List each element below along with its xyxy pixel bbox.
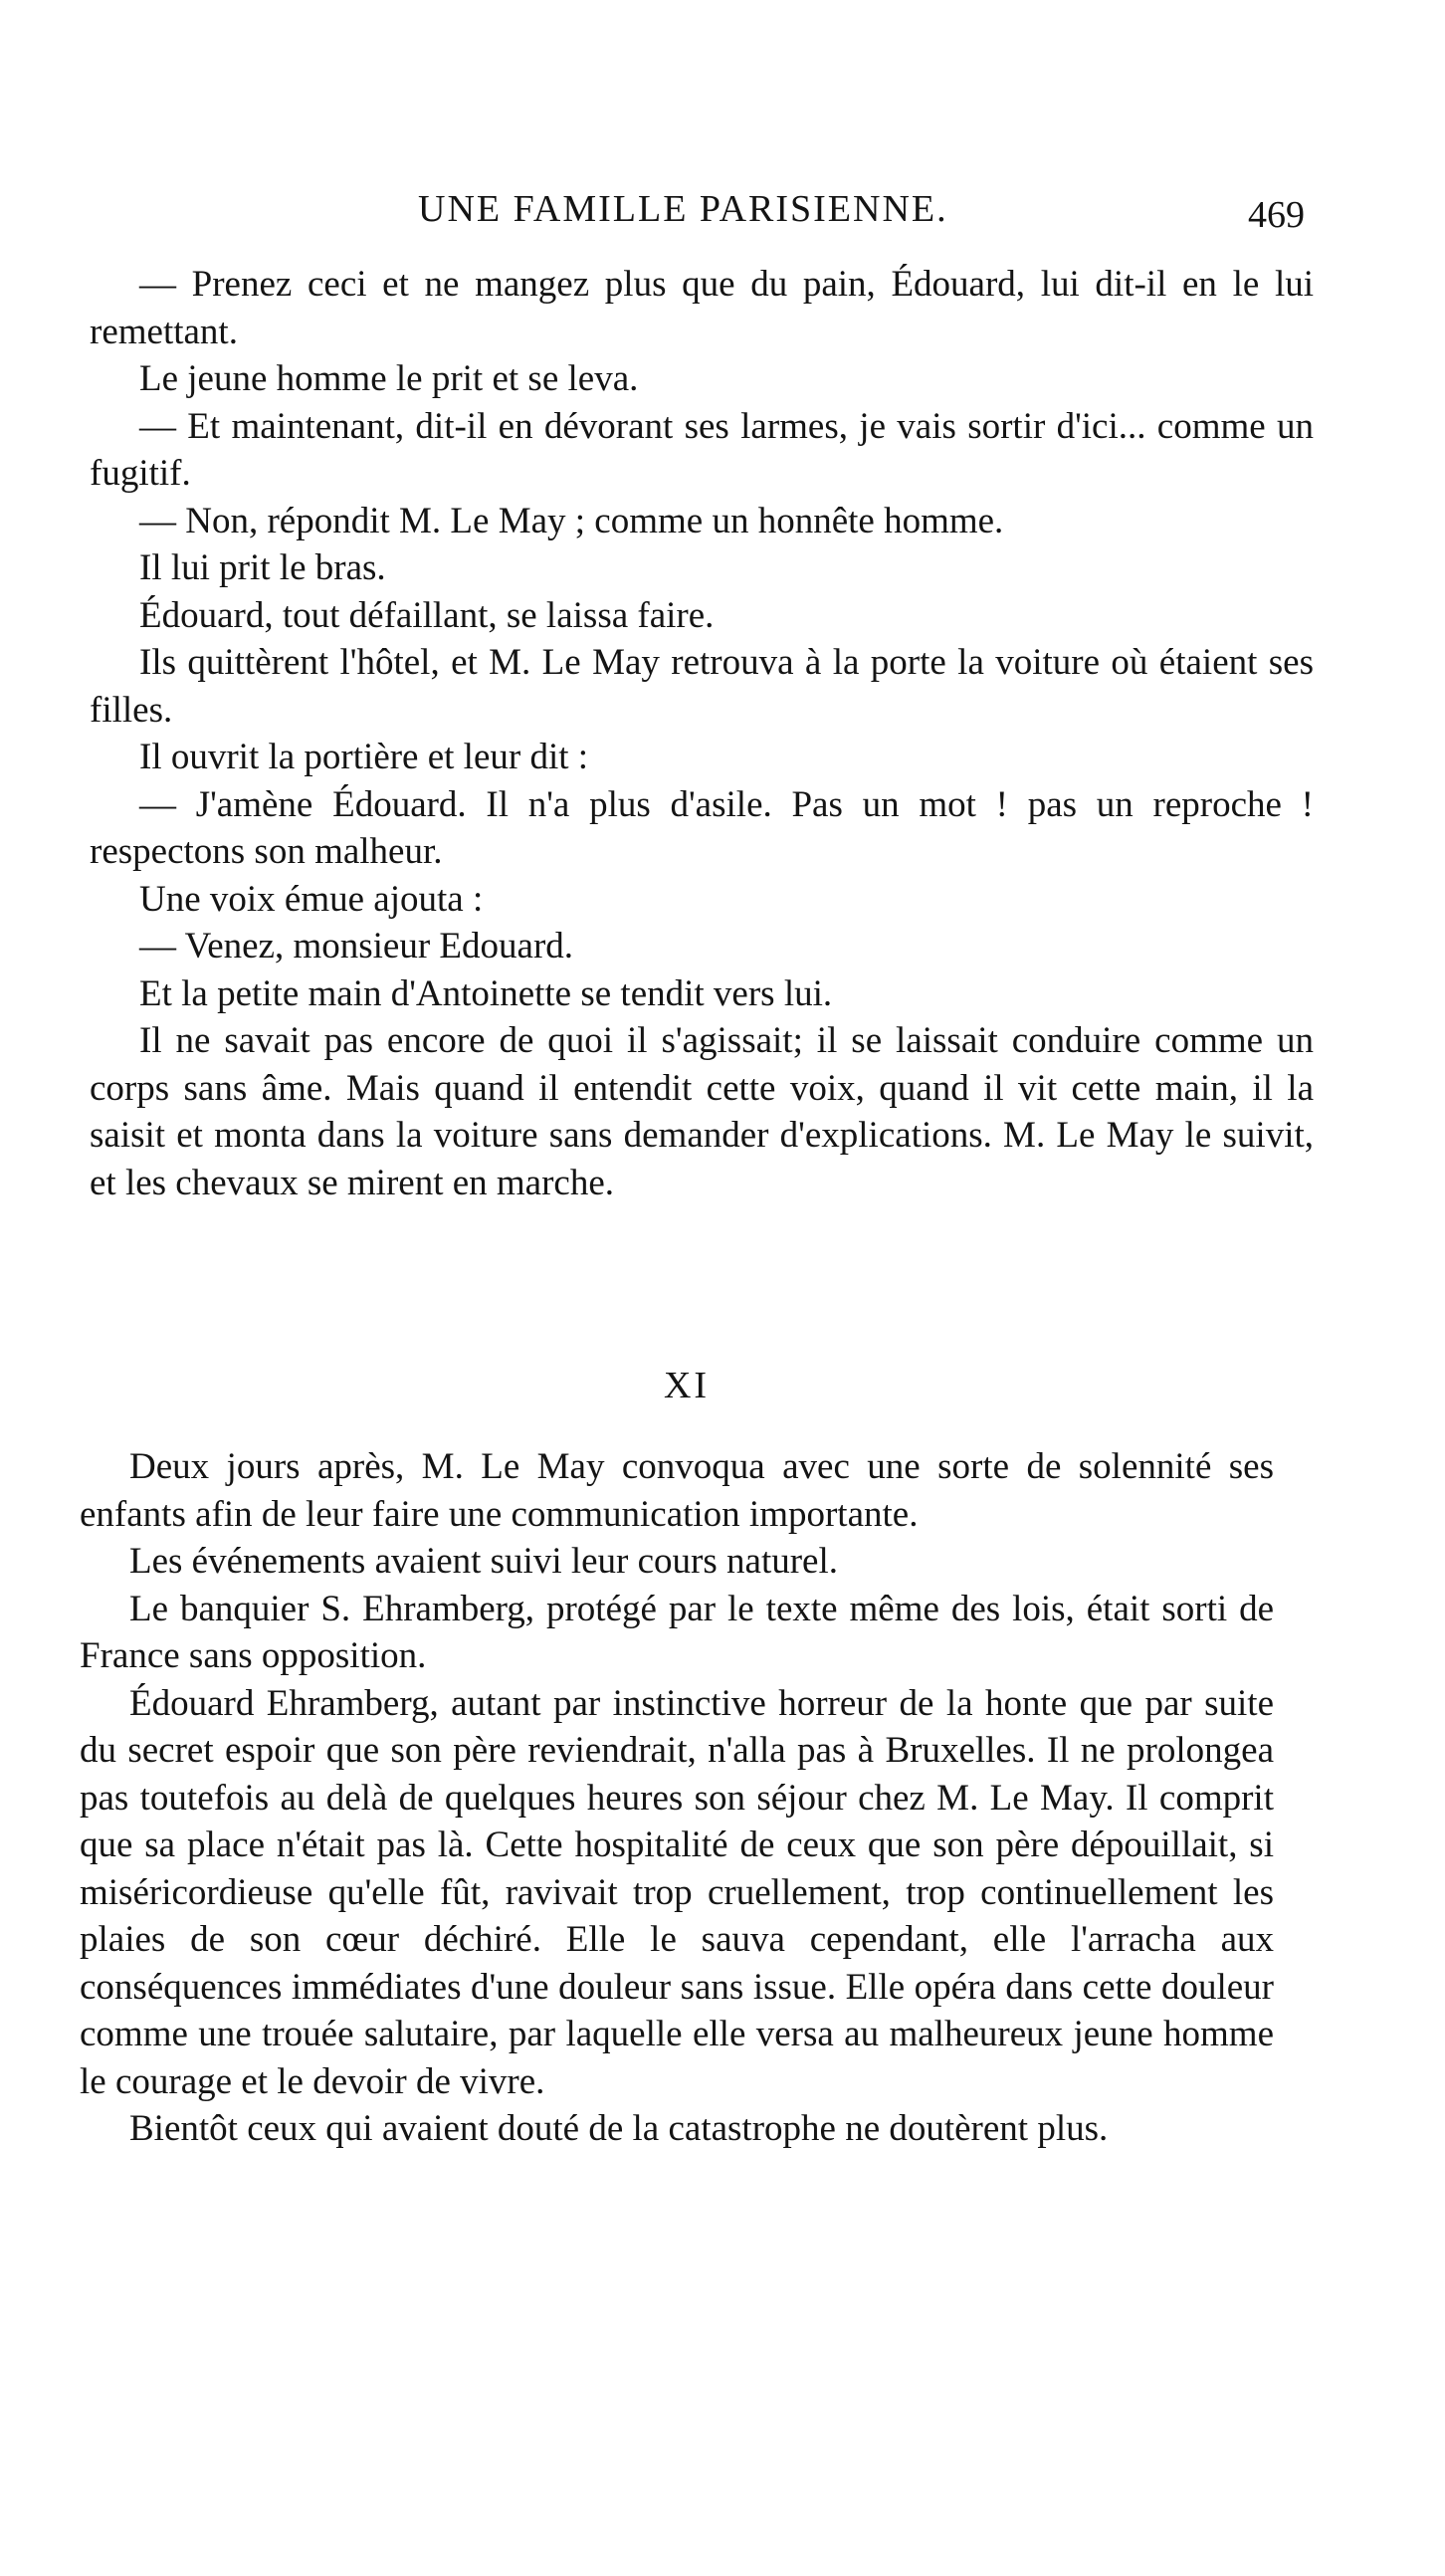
running-head [0, 187, 1445, 247]
paragraph: Deux jours après, M. Le May convoqua avec une sorte de solennité ses enfants afin de leur faire une communication importante. [80, 1446, 1274, 1535]
paragraph: Le jeune homme le prit et se leva. [139, 358, 639, 399]
paragraph: Il lui prit le bras. [139, 547, 386, 588]
text-after-chapter [80, 1443, 1274, 2153]
paragraph: Une voix émue ajouta : [139, 878, 484, 920]
text-before-chapter [90, 261, 1314, 1206]
paragraph: — Venez, monsieur Edouard. [139, 926, 574, 966]
paragraph: Ils quittèrent l'hôtel, et M. Le May retrouva à la porte la voiture où étaient ses filles. [90, 642, 1314, 731]
paragraph: — J'amène Édouard. Il n'a plus d'asile. Pas un mot ! pas un reproche ! respectons son malheur. [90, 783, 1314, 872]
running-title: UNE FAMILLE PARISIENNE. [418, 188, 948, 230]
paragraph: Bientôt ceux qui avaient douté de la catastrophe ne doutèrent plus. [129, 2108, 1109, 2149]
paragraph: Édouard Ehramberg, autant par instinctive horreur de la honte que par suite du secret espoir que son père reviendrait, n'alla pas à Bruxelles. Il ne prolongea pas toutefois au delà de quelques heures son séjour chez M. Le May. Il comprit que sa place n'était pas là. Cette hospitalité de ceux que son père dépouillait, si miséricordieuse qu'elle fût, ravivait trop cruellement, trop continuellement les plaies de son cœur déchiré. Elle le sauva cependant, elle l'arracha aux conséquences immédiates d'une douleur sans issue. Elle opéra dans cette douleur comme une trouée salutaire, par laquelle elle versa au malheureux jeune homme le courage et le devoir de vivre. [80, 1682, 1274, 2102]
paragraph: Les événements avaient suivi leur cours naturel. [129, 1541, 838, 1582]
paragraph: Il ne savait pas encore de quoi il s'agissait; il se laissait conduire comme un corps sans âme. Mais quand il entendit cette voix, quand il vit cette main, il la saisit et monta dans la voiture sans demander d'explications. M. Le May le suivit, et les chevaux se mirent en marche. [90, 1020, 1314, 1203]
page-number: 469 [1248, 194, 1305, 236]
paragraph: Le banquier S. Ehramberg, protégé par le texte même des lois, était sorti de France sans opposition. [80, 1588, 1274, 1676]
paragraph: — Et maintenant, dit-il en dévorant ses larmes, je vais sortir d'ici... comme un fugitif. [90, 405, 1314, 494]
paragraph: Édouard, tout défaillant, se laissa faire. [139, 594, 715, 636]
chapter-heading: XI [663, 1365, 711, 1406]
paragraph: — Non, répondit M. Le May ; comme un honnête homme. [139, 500, 1004, 541]
paragraph: Et la petite main d'Antoinette se tendit vers lui. [139, 972, 833, 1014]
paragraph: Il ouvrit la portière et leur dit : [139, 737, 589, 777]
paragraph: — Prenez ceci et ne mangez plus que du pain, Édouard, lui dit-il en le lui remettant. [90, 264, 1314, 352]
